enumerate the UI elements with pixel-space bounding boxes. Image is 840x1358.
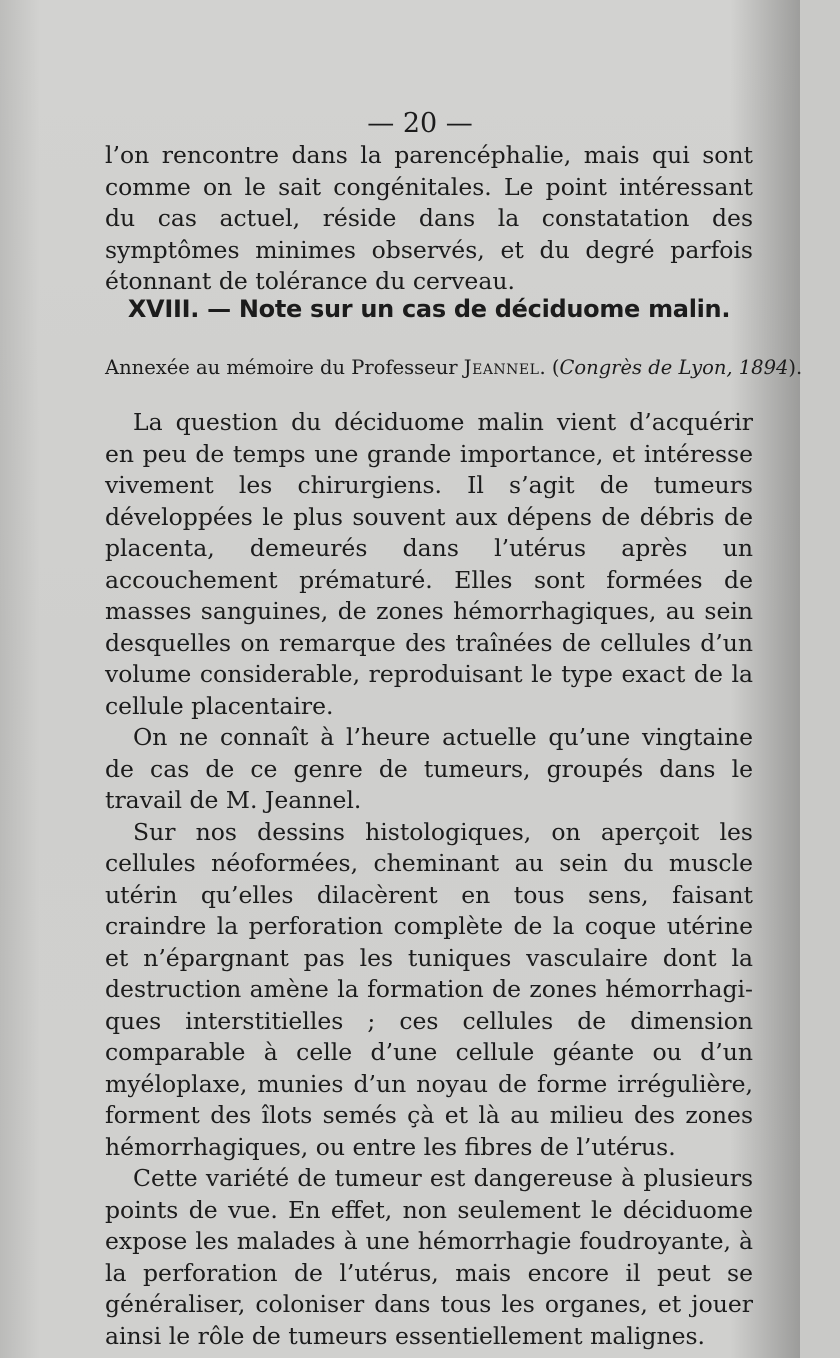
body-paragraph-1: La question du déciduome malin vient d’acquérir en peu de temps une grande importance, et intéresse vivement les chirurgiens. Il s’agit de tumeurs développées le plus souvent aux dépens de débris de placenta, demeurés dans l’utérus après un accouchement prématuré. Elles sont formées de masses sanguines, de zones hémorrhagiques, au sein desquelles on remarque des traînées de cellules d’un volume considerable, reproduisant le type exact de la cellule placentaire. xyxy=(105,408,753,720)
intro-text xyxy=(105,140,753,298)
body-paragraph-2: On ne connaît à l’heure actuelle qu’une vingtaine de cas de ce genre de tumeurs, groupés dans le travail de M. Jeannel. xyxy=(105,723,753,814)
annex-mid: . ( xyxy=(539,356,560,379)
annex-author: Jeannel xyxy=(463,356,540,379)
annex-prefix: Annexée au mémoire du Professeur xyxy=(105,356,464,379)
annex-note xyxy=(105,355,803,381)
annex-citation: Congrès de Lyon, 1894 xyxy=(559,356,789,379)
body-text xyxy=(105,407,753,1352)
page-number: — 20 — xyxy=(367,108,473,139)
intro-paragraph: l’on rencontre dans la parencéphalie, mais qui sont comme on le sait congénitales. Le point intéressant du cas actuel, réside dans la constatation des symptômes minimes observés, et du degré parfois étonnant de tolérance du cerveau. xyxy=(105,141,753,295)
body-paragraph-3: Sur nos dessins histologiques, on aperçoit les cellules néoformées, cheminant au sein du muscle utérin qu’elles dilacèrent en tous sens, faisant craindre la perforation complète de la coque utérine et n’épargnant pas les tuniques vasculaire dont la destruction amène la formation de zones hémorrhagiques interstitielles ; ces cellules de dimension comparable à celle d’une cellule géante ou d’un myéloplaxe, munies d’un noyau de forme irrégulière, forment des îlots semés çà et là au milieu des zones hémorrhagiques, ou entre les fibres de l’utérus. xyxy=(105,817,753,1161)
body-paragraph-4: Cette variété de tumeur est dangereuse à plusieurs points de vue. En effet, non seulement le déciduome expose les malades à une hémorrhagie foudroyante, à la perforation de l’utérus, mais encore il peut se généraliser, coloniser dans tous les organes, et jouer ainsi le rôle de tumeurs essentiellement malignes. xyxy=(105,1164,753,1350)
section-title: XVIII. — Note sur un cas de déciduome malin. xyxy=(127,295,731,323)
annex-suffix: ). xyxy=(788,356,803,379)
